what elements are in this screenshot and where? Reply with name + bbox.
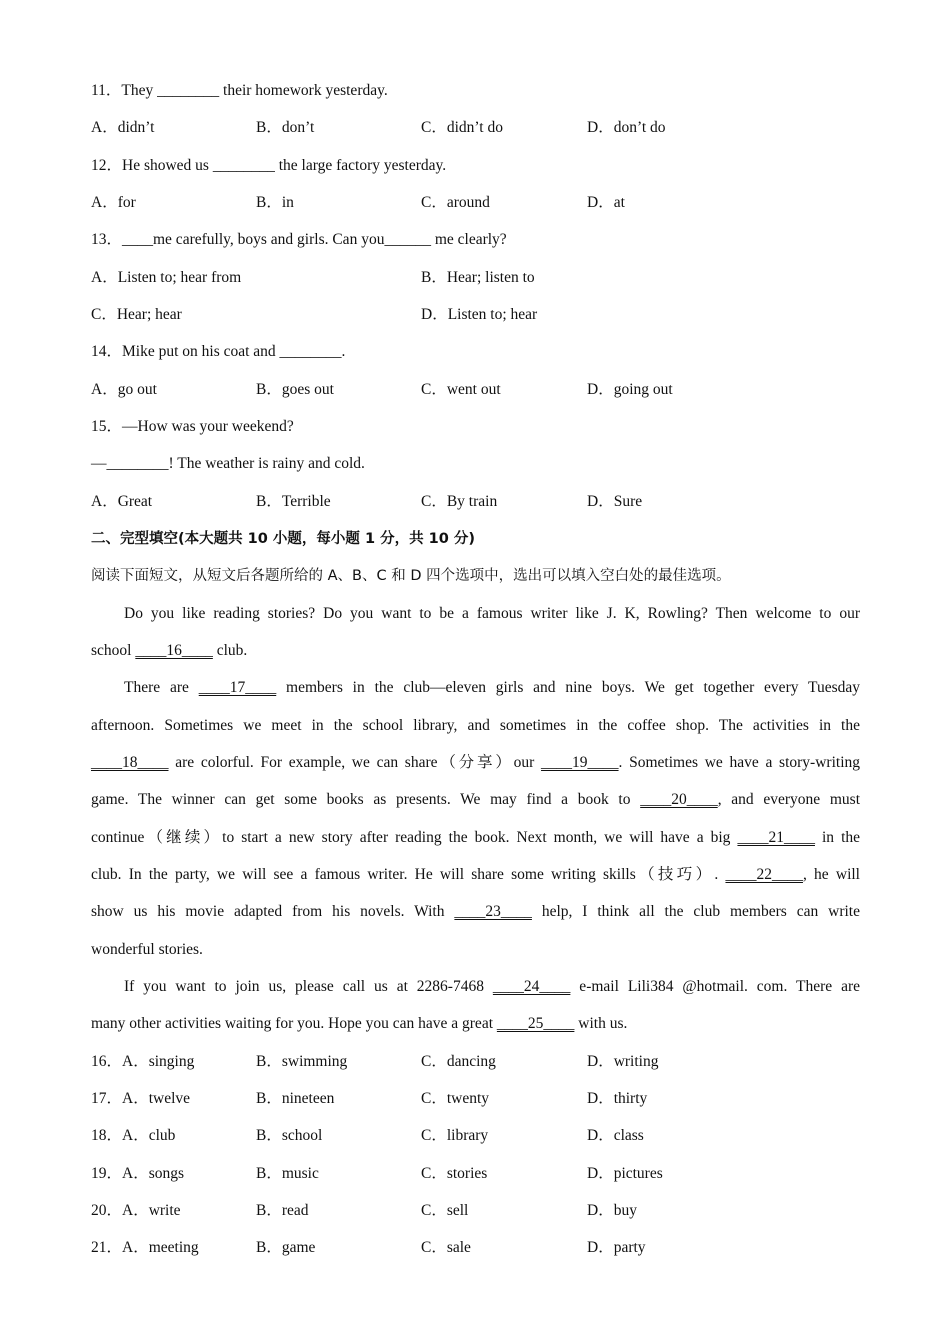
question-13-option-b: B．Hear; listen to	[421, 269, 535, 286]
cloze-19-option-d: D．pictures	[587, 1165, 663, 1182]
question-15-option-c: C．By train	[421, 493, 498, 510]
cloze-21-option-b: B．game	[256, 1239, 316, 1256]
passage-line-3: There are ____17____ members in the club—eleven girls and nine boys. We get together every Tuesday	[124, 679, 860, 696]
cloze-20-option-a: 20．A．write	[91, 1202, 181, 1219]
passage-line-11: If you want to join us, please call us at 2286-7468 ____24____ e-mail Lili384 @hotmail. com. There are	[124, 978, 860, 995]
question-12-option-b: B．in	[256, 194, 294, 211]
cloze-21-option-d: D．party	[587, 1239, 646, 1256]
passage-line-10: wonderful stories.	[91, 941, 203, 958]
cloze-16-option-b: B．swimming	[256, 1053, 348, 1070]
section-title: 二、完型填空(本大题共 10 小题，每小题 1 分，共 10 分)	[91, 531, 475, 547]
question-15-option-b: B．Terrible	[256, 493, 331, 510]
blank-17: ____17____	[198, 679, 277, 696]
question-13-stem: 13．____me carefully, boys and girls. Can you______ me clearly?	[91, 231, 507, 248]
section-instruction: 阅读下面短文，从短文后各题所给的 A、B、C 和 D 四个选项中，选出可以填入空白处的最佳选项。	[91, 568, 731, 584]
question-11-stem: 11．They ________ their homework yesterday.	[91, 82, 388, 99]
cloze-17-option-b: B．nineteen	[256, 1090, 335, 1107]
blank-22: ____22____	[725, 866, 803, 883]
blank-18: ____18____	[91, 754, 169, 771]
question-13-option-d: D．Listen to; hear	[421, 306, 538, 323]
passage-line-7: continue（继续）to start a new story after reading the book. Next month, we will have a big ____21____ in the	[91, 829, 861, 846]
cloze-17-option-c: C．twenty	[421, 1090, 490, 1107]
question-15-stem: 15．—How was your weekend?	[91, 418, 294, 435]
question-12-option-c: C．around	[421, 194, 490, 211]
passage-line-9: show us his movie adapted from his novels. With ____23____ help, I think all the club members can write	[91, 903, 860, 920]
cloze-21-option-c: C．sale	[421, 1239, 471, 1256]
cloze-18-option-c: C．library	[421, 1127, 489, 1144]
cloze-17-option-a: 17．A．twelve	[91, 1090, 191, 1107]
blank-20: ____20____	[640, 791, 718, 808]
question-13-option-c: C．Hear; hear	[91, 306, 182, 323]
blank-23: ____23____	[454, 903, 532, 920]
passage-line-12: many other activities waiting for you. Hope you can have a great ____25____ with us.	[91, 1015, 628, 1032]
question-14-option-a: A．go out	[91, 381, 157, 398]
question-14-option-d: D．going out	[587, 381, 673, 398]
passage-line-5: ____18____ are colorful. For example, we can share（分享）our ____19____. Sometimes we have a story-writing	[91, 754, 860, 771]
cloze-18-option-d: D．class	[587, 1127, 644, 1144]
question-12-option-d: D．at	[587, 194, 625, 211]
cloze-16-option-c: C．dancing	[421, 1053, 496, 1070]
question-11-option-c: C．didn’t do	[421, 119, 503, 136]
cloze-16-option-a: 16．A．singing	[91, 1053, 195, 1070]
cloze-18-option-a: 18．A．club	[91, 1127, 176, 1144]
question-14-option-c: C．went out	[421, 381, 501, 398]
question-12-stem: 12．He showed us ________ the large factory yesterday.	[91, 157, 447, 174]
passage-line-6: game. The winner can get some books as presents. We may find a book to ____20____, and everyone must	[91, 791, 860, 808]
question-13-option-a: A．Listen to; hear from	[91, 269, 242, 286]
cloze-21-option-a: 21．A．meeting	[91, 1239, 199, 1256]
passage-line-4: afternoon. Sometimes we meet in the school library, and sometimes in the coffee shop. The activities in the	[91, 717, 860, 734]
question-12-option-a: A．for	[91, 194, 136, 211]
cloze-20-option-c: C．sell	[421, 1202, 469, 1219]
question-11-option-b: B．don’t	[256, 119, 315, 136]
question-15-option-d: D．Sure	[587, 493, 643, 510]
cloze-19-option-c: C．stories	[421, 1165, 488, 1182]
blank-19: ____19____	[541, 754, 619, 771]
cloze-20-option-d: D．buy	[587, 1202, 637, 1219]
passage-line-8: club. In the party, we will see a famous writer. He will share some writing skills（技巧）. ____22____, he will	[91, 866, 860, 883]
cloze-19-option-a: 19．A．songs	[91, 1165, 185, 1182]
cloze-19-option-b: B．music	[256, 1165, 319, 1182]
cloze-16-option-d: D．writing	[587, 1053, 659, 1070]
blank-21: ____21____	[737, 829, 815, 846]
passage-line-1: Do you like reading stories? Do you want to be a famous writer like J. K, Rowling? Then welcome to our	[124, 605, 860, 622]
cloze-20-option-b: B．read	[256, 1202, 309, 1219]
question-15-stem-reply: —________! The weather is rainy and cold.	[91, 455, 365, 472]
question-15-option-a: A．Great	[91, 493, 153, 510]
blank-25: ____25____	[496, 1015, 575, 1032]
question-11-option-a: A．didn’t	[91, 119, 155, 136]
cloze-17-option-d: D．thirty	[587, 1090, 648, 1107]
question-14-stem: 14．Mike put on his coat and ________.	[91, 343, 346, 360]
passage-line-2: school ____16____ club.	[91, 642, 248, 659]
blank-24: ____24____	[492, 978, 571, 995]
question-14-option-b: B．goes out	[256, 381, 334, 398]
cloze-18-option-b: B．school	[256, 1127, 323, 1144]
question-11-option-d: D．don’t do	[587, 119, 666, 136]
blank-16: ____16____	[135, 642, 213, 659]
